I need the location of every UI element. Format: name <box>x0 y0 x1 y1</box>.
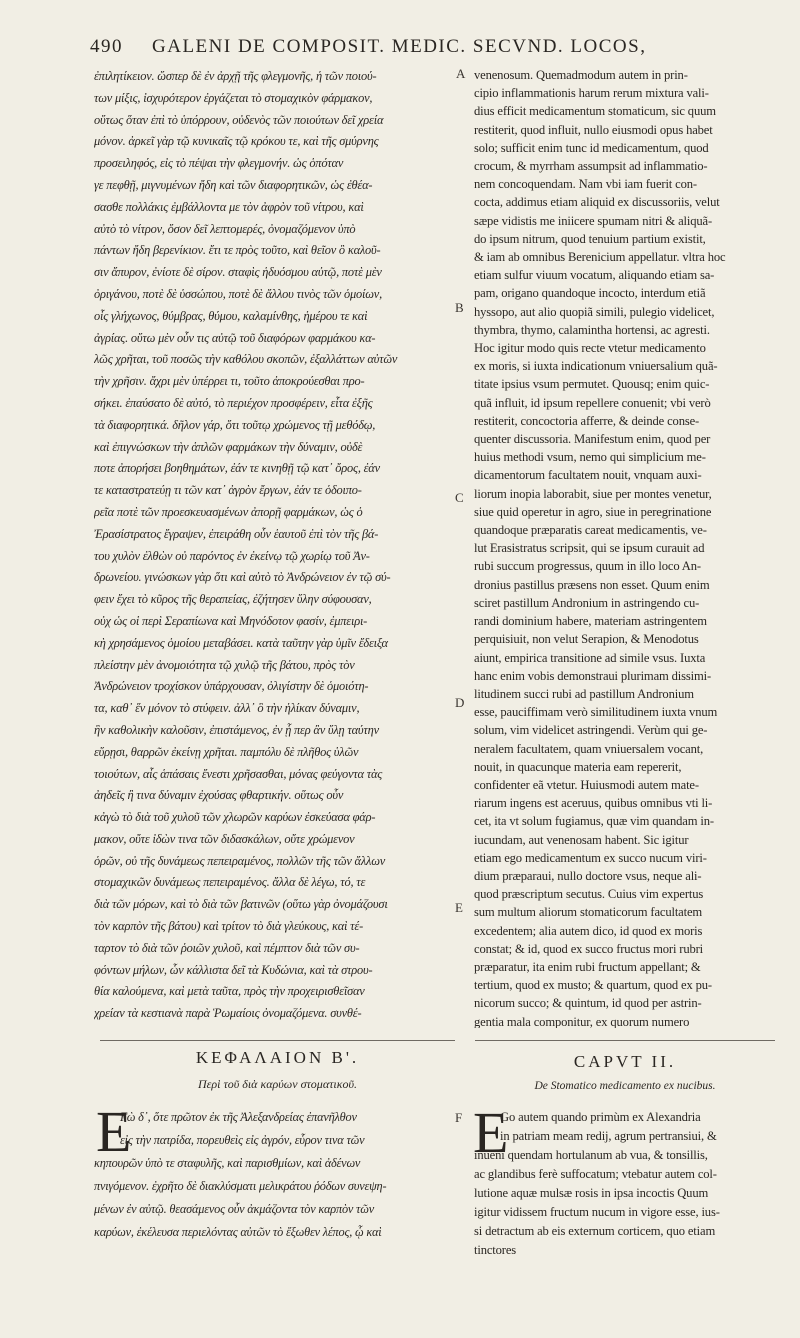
latin-text-line: hyssopo, aut alio quopiã simili, pulegio videlicet, <box>474 304 715 319</box>
latin-text-line: cet, ita vt solum fugiamus, quæ vim quandam in- <box>474 814 714 829</box>
latin-text-line: quod præscriptum secutus. Cuius vim expertus <box>474 887 704 902</box>
greek-text-line: λῶς χρῆται, τοῦ ποσῶς τὴν καθόλου σκοπῶν, ἐξαλλάττων αὐτῶν <box>94 352 398 367</box>
greek-text-line <box>94 1025 454 1028</box>
latin-chapter-rule <box>475 1040 775 1041</box>
latin-text-line: nouit, in quacunque materia eam repererit, <box>474 759 682 774</box>
greek-text-line: διὰ τῶν μόρων, καὶ τὸ διὰ τῶν βατινῶν (οὕτω γὰρ ὀνομάζουσι <box>94 897 388 912</box>
greek-text-line: Γὼ δ᾽, ὅτε πρῶτον ἐκ τῆς Ἀλεξανδρείας ἐπανῆλθον <box>120 1110 357 1124</box>
greek-text-line: ὀριγάνου, ποτὲ δὲ ὑσσώπου, ποτὲ δὲ ἄλλου τινὸς τῶν ὁμοίων, <box>94 286 382 301</box>
greek-text-line: κἀγὼ τὸ διὰ τοῦ χυλοῦ τῶν χλωρῶν καρύων ἐσκεύασα φάρ- <box>94 810 376 825</box>
greek-column-bottom <box>94 1106 464 1336</box>
latin-text-line: hanc enim vobis demonstraui plurimam dissimi- <box>474 668 712 683</box>
latin-text-line: Go autem quando primùm ex Alexandria <box>500 1110 701 1124</box>
running-title: GALENI DE COMPOSIT. MEDIC. SECVND. LOCOS, <box>152 36 647 57</box>
latin-text-line: cocta, addimus etiam aliquid ex discussoriis, velut <box>474 195 720 210</box>
latin-text-line: huius methodi vsum, nemo qui simplicium me- <box>474 450 706 465</box>
latin-text-line: dronius pastillus præsens non esset. Quum enim <box>474 577 710 592</box>
latin-text-line: randi dominium habere, materiam astringentem <box>474 614 707 629</box>
greek-text-line: τὸν καρπὸν τῆς βάτου) καὶ τρίτον τὸ διὰ γλεύκους, καὶ τέ- <box>94 919 364 934</box>
margin-letter-c: C <box>455 490 464 505</box>
greek-text-line: οἷς γλήχωνος, θύμβρας, θύμου, καλαμίνθης, ἡμέρου τε καὶ <box>94 308 368 323</box>
latin-text-line: dium præparaui, nullo doctore vsus, neque ali- <box>474 868 702 883</box>
latin-text-line: Hoc igitur modo quis recte vtetur medicamento <box>474 341 706 356</box>
greek-text-line: τὴν χρῆσιν. ἄχρι μὲν ὑπέρρει τι, τοῦτο ἀποκρούεσθαι προ- <box>94 374 365 389</box>
latin-text-line: lutione aquæ mulsæ rosis in ipsa incoctis Quum <box>474 1186 709 1200</box>
greek-text-line: φόντων μήλων, ὧν κάλλιστα δεῖ τὰ Κυδώνια, καὶ τὰ στρου- <box>94 962 373 977</box>
latin-text-line: thymbra, thymo, calamintha hortensi, ac agresti. <box>474 322 710 337</box>
latin-text-line: solo; sufficit enim tunc id medicamentum, quod <box>474 140 709 155</box>
greek-chapter-rule <box>100 1040 455 1041</box>
greek-text-line: εἰς τὴν πατρίδα, πορευθεὶς εἰς ἀγρόν, εὗρον τινα τῶν <box>120 1133 365 1147</box>
greek-text-line: Ἐρασίστρατος ἔγραψεν, ἐπειράθη οὖν ἑαυτοῦ ἐπὶ τὸν τῆς βά- <box>94 526 379 541</box>
latin-text-line: restiterit, quod influit, nullo eiusmodi opus habet <box>474 122 713 137</box>
latin-text-line: constat; & id, quod ex succo fructus mori rubri <box>474 941 704 956</box>
latin-text-line: rubi succum progressus, quum in illo loco An- <box>474 559 701 574</box>
greek-text-line: σασθε πολλάκις ἐμβάλλοντα με τὸν ἀφρὸν τοῦ νίτρου, καὶ <box>94 199 364 214</box>
latin-text-line: nicorum succo; & quintum, id quod per astrin- <box>474 996 702 1011</box>
greek-text-line: γε πεφθῇ, μιγνυμένων ἤδη καὶ τῶν διαφορητικῶν, ὡς ἐθέα- <box>94 177 373 192</box>
margin-letter-b: B <box>455 300 464 315</box>
greek-text-line: ἀγρίας. οὕτω μὲν οὖν τις αὐτῷ τοῦ διαφόρων φαρμάκου κα- <box>94 330 376 345</box>
latin-text-line: sciret pastillum Andronium in astringendo cu- <box>474 595 700 610</box>
latin-text-line: sum multum aliorum stomaticorum facultatem <box>474 905 703 920</box>
greek-text-line: εὕρῃσι, θαρρῶν ἐκείνῃ χρῆται. παμπόλυ δὲ πλῆθος ὑλῶν <box>94 744 359 759</box>
greek-text-line: των μίξις, ἰσχυρότερον ἐργάζεται τὸ στομαχικὸν φάρμακον, <box>94 90 373 105</box>
greek-text-line: τα, καθ᾽ ἕν μόνον τὸ στύφειν. ἀλλ᾽ ὃ τὴν ἡλίκαν δύναμιν, <box>94 701 360 716</box>
greek-text-line: πάντων ἤδη βερενίκιον. ἔτι τε πρὸς τοῦτο, καὶ θεῖον ὃ καλοῦ- <box>94 243 381 258</box>
latin-text-line: cipio inflammationis harum rerum mixtura vali- <box>474 86 709 101</box>
latin-text-line: etiam ego medicamentum ex succo nucum viri- <box>474 850 707 865</box>
latin-text-line: quã influit, id ipsum repellere conuenit; vbi verò <box>474 395 711 410</box>
latin-text-line: iucundam, aut venenosam habent. Sic igitur <box>474 832 689 847</box>
latin-text-line: tertium, quod ex musto; & quartum, quod ex pu- <box>474 978 712 993</box>
latin-text-line: præparatur, ita enim rubi fructum appellant; & <box>474 959 701 974</box>
latin-text-line: excedentem; alia autem dico, id quod ex moris <box>474 923 703 938</box>
greek-text-line: σήκει. ἐπαύσατο δὲ αὐτό, τὸ περιέχον προσφέρειν, εἶτα ἐξῆς <box>94 395 373 410</box>
latin-text-line: crocum, & myrrham assumpsit ad inflammatio- <box>474 159 708 174</box>
latin-text-line: & iam ab omnibus Berenicium appellatur. vltra hoc <box>474 250 726 265</box>
latin-text-line: esse, pauciffimam verò similitudinem iuxta vnum <box>474 705 718 720</box>
latin-text-line: neralem facultatem, quam vniuersalem vocant, <box>474 741 704 756</box>
greek-text-line: καρύων, ἐκέλευσα περιελόντας αὐτῶν τὸ ἔξωθεν λέπος, ᾧ καὶ <box>94 1225 382 1239</box>
latin-text-line: solum, vim videlicet astringendi. Verùm qui ge- <box>474 723 708 738</box>
latin-text-line: inueni quendam hortulanum ab vua, & tonsillis, <box>474 1148 708 1162</box>
greek-text-line: στομαχικῶν δυνάμεως πεπειραμένος. ἄλλα δὲ λέγω, τό, τε <box>94 875 366 890</box>
greek-text-line: αὐτὸ τὸ νίτρον, ὅσον δεῖ λεπτομερές, ὀνομαζόμενον ὑπὸ <box>94 221 356 236</box>
greek-text-line: ρεῖα ποτὲ τῶν προεσκευασμένων ἀπορῇ φαρμάκων, ὡς ὁ <box>94 504 363 519</box>
greek-text-line: ὁρῶν, οὐ τῆς δυνάμεως πεπειραμένος, πολλῶν τῆς τῶν ἄλλων <box>94 853 386 868</box>
greek-text-line: καὶ ἐπιγνώσκων τὴν ἁπλῶν φαρμάκων τὴν δύναμιν, οὐδὲ <box>94 439 363 454</box>
latin-text-line: dius efficit medicamentum stomaticum, sic quum <box>474 104 716 119</box>
greek-column-top <box>94 66 454 1028</box>
margin-letter-d: D <box>455 695 465 710</box>
latin-text-line: dicamentorum facultatem nouit, vnquam auxi- <box>474 468 702 483</box>
greek-text-line: οὐχ ὡς οἱ περὶ Σεραπίωνα καὶ Μηνόδοτον φασίν, ἐμπειρι- <box>94 613 368 628</box>
greek-text-line: τε καταστρατεύῃ τι τῶν κατ᾽ ἀγρὸν ἔργων, ἐάν τε ὁδοιπο- <box>94 483 362 498</box>
latin-text-line: igitur vidissem fructum nucum in vigore esse, ius- <box>474 1205 720 1219</box>
greek-text-line: προσειληφός, εἰς τὸ πέψαι τὴν φλεγμονήν. ὡς ὁπόταν <box>94 156 344 171</box>
greek-chapter-title: ΚΕΦΑΛΑΙΟΝ Β'. <box>195 1048 360 1067</box>
greek-text-line: κὴ χρησάμενος ὁμοίου μεταβάσει. κατὰ ταῦτην γὰρ ὑμῖν ἔδειξα <box>94 635 388 650</box>
latin-text-line: quenter discussoria. Manifestum enim, quod per <box>474 432 711 447</box>
greek-text-line: ἐπιλητίκειον. ὥσπερ δὲ ἐν ἀρχῇ τῆς φλεγμονῆς, ἡ τῶν ποιού- <box>94 69 377 83</box>
latin-text-line: venenosum. Quemadmodum autem in prin- <box>474 68 688 82</box>
margin-letter-a: A <box>456 66 466 81</box>
page-number: 490 <box>90 36 123 57</box>
greek-text-line: μένων ἐν αὐτῷ. θεασάμενος οὖν ἀκμάζοντα τὸν καρπὸν τῶν <box>94 1202 374 1216</box>
greek-text-line: θία καλούμενα, καὶ μετὰ ταῦτα, πρὸς τὴν προχειρισθεῖσαν <box>94 984 365 999</box>
greek-text-line: τὰ διαφορητικά. δῆλον γάρ, ὅτι τοῦτῳ χρώμενος τῇ μεθόδῳ, <box>94 417 376 432</box>
latin-text-line: liorum inopia laborabit, siue per montes venetur, <box>474 486 712 501</box>
latin-column-bottom <box>474 1108 774 1338</box>
latin-text-line: titate ipsius vsum permutet. Quousq; enim quic- <box>474 377 710 392</box>
greek-text-line: σιν ἄπυρον, ἐνίοτε δὲ σίρον. σταφὶς ἡδυόσμου αὐτῷ, ποτὲ μὲν <box>94 265 382 280</box>
margin-letter-e: E <box>455 900 463 915</box>
latin-text-line: pam, origano quandoque incocto, interdum etiã <box>474 286 706 301</box>
margin-letter-f: F <box>455 1110 463 1125</box>
latin-text-line: riarum ingens est aceruus, quibus omnibus vti li- <box>474 796 713 811</box>
greek-text-line: Ἀνδρώνειον τροχίσκον ὑπάρχουσαν, ὀλιγίστην δὲ ὁμοιότη- <box>94 679 369 694</box>
latin-text-line: ac glandibus ferè suffocatum; vtebatur autem col- <box>474 1167 717 1181</box>
greek-drop-cap: Ε <box>96 1099 132 1164</box>
latin-text-line: tinctores <box>474 1243 517 1257</box>
greek-text-line: ποτε ἀπορήσει βοηθημάτων, ἐάν τε κινηθῇ τῷ κατ᾽ ὄρος, ἐάν <box>94 461 380 476</box>
greek-text-line: μακον, οὔτε ἰδὼν τινα τῶν διδασκάλων, οὔτε χρώμενον <box>94 831 355 846</box>
greek-chapter-subtitle: Περὶ τοῦ διὰ καρύων στοματικοῦ. <box>197 1077 358 1091</box>
latin-text-line: aiunt, empirica transitione ad simile vsus. Iuxta <box>474 650 706 665</box>
latin-text-line: perquisiuit, non velut Serapion, & Menodotus <box>474 632 699 647</box>
latin-text-line: nem concoquendam. Nam vbi iam fuerit con- <box>474 177 697 192</box>
greek-text-line: χρείαν τὰ κεστιανὰ παρὰ Ῥωμαίοις ὀνομαζόμενα. συνθέ- <box>94 1006 362 1021</box>
greek-text-line: ἀηδεῖς ἢ τινα δύναμιν ἐχούσας φθαρτικήν. οὕτως οὖν <box>94 788 344 803</box>
latin-text-line: quandoque præparatis careat medicamentis, ve- <box>474 523 707 538</box>
latin-text-line: litudinem succi rubi ad pastillum Andronium <box>474 686 694 701</box>
greek-text-line: κηπουρῶν ὑπὸ τε σταφυλῆς, καὶ παρισθμίων, καὶ ἀδένων <box>94 1156 361 1170</box>
latin-text-line: sæpe vidistis me iniicere spumam nitri & aliquã- <box>474 213 712 228</box>
running-header <box>90 36 790 66</box>
latin-text-line: ex moris, si iuxta indicationum vniuersalium quã- <box>474 359 718 374</box>
greek-text-line: τοιούτων, αἷς ἁπάσαις ἔνεστι χρῆσασθαι, μόνας φεύγοντα τὰς <box>94 766 383 781</box>
latin-text-line: lut Erasistratus scripsit, qui se ipsum curauit ad <box>474 541 705 556</box>
latin-text-line: restiterit, concoctoria afferre, & deinde conse- <box>474 413 700 428</box>
greek-text-line: του χυλὸν ἐλθὼν οὐ παρόντος ἐν ἐκείνῳ τῷ χωρίῳ τοῦ Ἀν- <box>94 548 370 563</box>
greek-text-line: πνιγόμενον. ἐχρῆτο δὲ διακλύσματι μελικράτου ῥόδων συνεψη- <box>94 1179 387 1193</box>
latin-text-line: in patriam meam redij, agrum pertransiui, & <box>500 1129 717 1143</box>
greek-text-line: ταρτον τὸ διὰ τῶν ῥοιῶν χυλοῦ, καὶ πέμπτον διὰ τῶν συ- <box>94 940 360 955</box>
latin-text-line: confidenter eã vtetur. Huiusmodi autem mate- <box>474 777 699 792</box>
latin-text-line: gentia mala componitur, ex quorum numero <box>474 1014 690 1028</box>
latin-column-top <box>474 66 774 1028</box>
latin-text-line: siue quid operetur in agro, siue in peregrinatione <box>474 504 712 519</box>
greek-text-line: ἣν καθολικὴν καλοῦσιν, ἐπιστάμενος, ἐν ᾗ περ ἂν ὕλῃ ταύτην <box>94 722 379 737</box>
latin-drop-cap: E <box>473 1100 509 1165</box>
latin-chapter-title: CAPVT II. <box>573 1052 677 1071</box>
latin-text-line: do ipsum nitrum, quod tenuium partium existit, <box>474 231 706 246</box>
latin-chapter-subtitle: De Stomatico medicamento ex nucibus. <box>534 1080 716 1092</box>
latin-text-line: si detractum ab eis externum corticem, quo etiam <box>474 1224 716 1238</box>
greek-text-line: μόνον. ἀρκεῖ γὰρ τῷ κυνικαῖς τῷ κρόκου τε, καὶ τῆς σμύρνης <box>94 134 379 149</box>
greek-text-line: οὕτως ὅταν ἐπὶ τὸ ὑπόρρουν, οὐδενὸς τῶν ποιούτων δεῖ χρεία <box>94 112 384 127</box>
greek-text-line: δρωνείου. γινώσκων γὰρ ὅτι καὶ αὐτὸ τὸ Ἀνδρώνειον ἐν τῷ σύ- <box>94 570 391 585</box>
greek-text-line: φειν ἔχει τὸ κῦρος τῆς θεραπείας, ἐζήτησεν ὕλην σύφουσαν, <box>94 592 372 607</box>
latin-text-line: etiam sulfur viuum vocatum, aliquando etiam sa- <box>474 268 715 283</box>
greek-text-line: πλείστην μὲν ἀνομοιότητα τῷ χυλῷ τῆς βάτου, πρὸς τὸν <box>94 657 355 672</box>
